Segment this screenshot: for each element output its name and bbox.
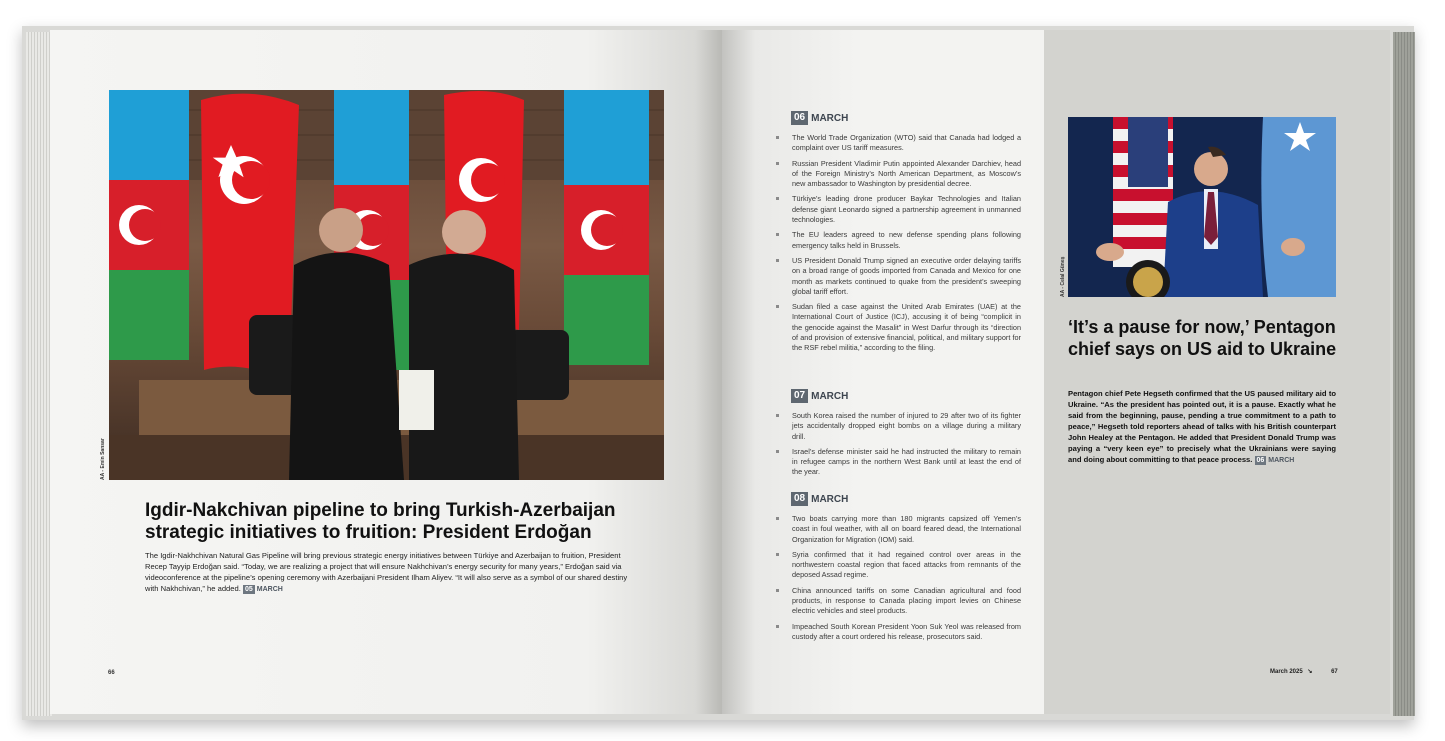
- right-page-number: 67: [1331, 669, 1338, 675]
- day-header-08: [791, 492, 848, 506]
- right-article-text: Pentagon chief Pete Hegseth confirmed that the US paused military aid to Ukraine. “As the president has pointed out, it is a pause. Exactly what he said from the beginning, pause, pending a true commitment to a path to peace,” Hegseth told reporters ahead of talks with his British counterpart John Healey at the Pentagon. He added that President Donald Trump was paying a “very keen eye” to precisely what the Ukrainians were saying and doing about committing to that peace process.: [1068, 389, 1336, 464]
- left-headline: Igdir-Nakchivan pipeline to bring Turkish-Azerbaijan strategic initiatives to fruition: President Erdoğan: [145, 500, 616, 543]
- left-page-number: 66: [108, 670, 115, 676]
- right-article-body: [1068, 388, 1336, 466]
- day-month: MARCH: [811, 493, 849, 505]
- pentagon-briefing-photo: [1068, 117, 1336, 297]
- day-header-07: [791, 389, 848, 403]
- day-header-06: [791, 111, 848, 125]
- left-photo-credit: AA - Emin Sansar: [100, 438, 106, 480]
- timeline-item: Russian President Vladimir Putin appointed Alexander Darchiev, head of the Foreign Ministry’s North American Department, as Moscow’s new ambassador to Washington by presidential decree.: [776, 159, 1021, 190]
- right-headline: ‘It’s a pause for now,’ Pentagon chief says on US aid to Ukraine: [1068, 317, 1337, 359]
- timeline-item: China announced tariffs on some Canadian agricultural and food products, in response to Canada placing import levies on Chinese electric vehicles and steel products.: [776, 586, 1021, 617]
- timeline-list-06: [776, 133, 1021, 359]
- right-footer: [1270, 668, 1338, 675]
- left-article-body: [145, 550, 633, 595]
- timeline-item: Syria confirmed that it had regained control over areas in the northwestern coastal region that faced attacks from remnants of the deposed Assad regime.: [776, 550, 1021, 581]
- day-month: MARCH: [811, 112, 849, 124]
- timeline-item: Two boats carrying more than 180 migrants capsized off Yemen’s coast in foul weather, with all on board feared dead, the International Organization for Migration (IOM) said.: [776, 514, 1021, 545]
- timeline-item: The EU leaders agreed to new defense spending plans following emergency talks held in Brussels.: [776, 230, 1021, 251]
- timeline-item: South Korea raised the number of injured to 29 after two of its fighter jets accidentally dropped eight bombs on a village during a military drill.: [776, 411, 1021, 442]
- timeline-item: Türkiye’s leading drone producer Baykar Technologies and Italian defense giant Leonardo signed a partnership agreement in unmanned technologies.: [776, 194, 1021, 225]
- right-date-month: MARCH: [1268, 457, 1295, 464]
- page-edges-right: [1393, 32, 1415, 716]
- page-edges-left: [26, 32, 52, 716]
- right-date-badge: 06: [1256, 457, 1265, 464]
- timeline-item: Impeached South Korean President Yoon Suk Yeol was released from custody after a court ordered his release, prosecutors said.: [776, 622, 1021, 643]
- timeline-item: Sudan filed a case against the United Arab Emirates (UAE) at the International Court of Justice (ICJ), accusing it of being “complicit in the genocide against the Masalit” in West Darfur through its “direction of and provision of extensive financial, political, and military support for the RSF rebel militia,” according to the filing.: [776, 302, 1021, 353]
- left-date-month: MARCH: [256, 586, 283, 593]
- issue-label: March 2025: [1270, 669, 1303, 675]
- left-date-badge: 05: [244, 586, 253, 593]
- leaders-handshake-photo: [109, 90, 664, 480]
- timeline-list-08: [776, 514, 1021, 647]
- day-number: 08: [791, 492, 808, 506]
- left-article-text: The Igdir-Nakhchivan Natural Gas Pipeline will bring previous strategic energy initiatives between Türkiye and Azerbaijan to fruition, President Recep Tayyip Erdoğan said. “Today, we are realizing a project that will ensure Nakhchivan’s energy security for many years,” Erdoğan said via videoconference at the pipeline’s opening ceremony with Azerbaijani President Ilham Aliyev. “It will also serve as a symbol of our shared destiny with Nakhchivan,” he added.: [145, 551, 628, 593]
- timeline-list-07: [776, 411, 1021, 483]
- timeline-item: US President Donald Trump signed an executive order delaying tariffs on a broad range of goods imported from Canada and Mexico for one month as markets continued to quake from the president’s sweeping global tariff effort.: [776, 256, 1021, 297]
- timeline-item: Israel’s defense minister said he had instructed the military to remain in refugee camps in the northern West Bank until at least the end of the year.: [776, 447, 1021, 478]
- arrow-icon: ↘: [1307, 669, 1313, 675]
- day-number: 07: [791, 389, 808, 403]
- right-photo-credit: AA - Celal Güneş: [1060, 256, 1066, 297]
- timeline-item: The World Trade Organization (WTO) said that Canada had lodged a complaint over US tariff measures.: [776, 133, 1021, 154]
- day-number: 06: [791, 111, 808, 125]
- day-month: MARCH: [811, 390, 849, 402]
